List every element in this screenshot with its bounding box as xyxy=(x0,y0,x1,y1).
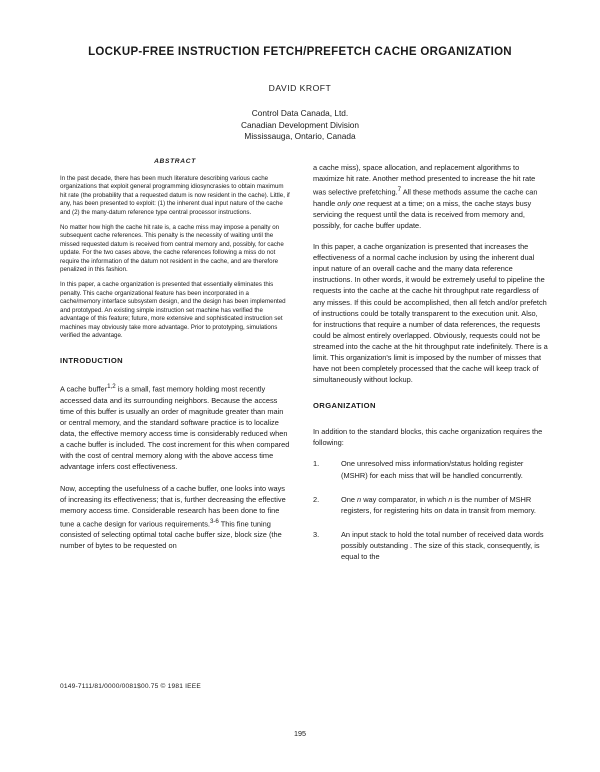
text-run: a cache miss), space allocation, and replacement algorithms to maximize hit rate. Another method presented to increase the hit rate was selective prefetching. xyxy=(313,163,536,197)
list-item xyxy=(313,458,548,480)
introduction-heading: INTRODUCTION xyxy=(60,356,124,366)
text-run: One xyxy=(341,494,358,504)
emphasis: n xyxy=(357,494,362,504)
list-number: 1. xyxy=(313,459,320,469)
page-number: 195 xyxy=(294,729,306,738)
left-column xyxy=(60,158,290,562)
abstract-paragraph: In the past decade, there has been much literature describing various cache organizations that exploit general programming idiosyncrasies to obtain maximum hit rate (the probability that a requested datum is now resident in the cache). Little, if any, has been presented to exploit: (1) the inherent dual input nature of the cache and (2) the many-datum reference type central processor instructions. xyxy=(60,175,290,216)
list-item xyxy=(313,494,548,516)
list-text: An input stack to hold the total number of received data words possibly outstanding . The size of this stack, consequently, is equal to the xyxy=(341,529,544,561)
citation: 1,2 xyxy=(107,383,116,391)
text-run: is the number of MSHR registers, for registering hits on data in transit from memory. xyxy=(341,494,536,515)
organization-heading: ORGANIZATION xyxy=(313,401,376,411)
copyright-code: 0149-7111/81/0000/0081$00.75 © 1981 IEEE xyxy=(60,683,201,690)
emphasis: only one xyxy=(337,198,366,208)
abstract-paragraph: In this paper, a cache organization is presented that essentially eliminates this penalty. This cache organizational feature has been incorporated in a cache/memory interface subsystem design, and the design has been implemented and prototyped. An existing simple instruction set machine has verified the advantage of this feature; future, more extensive and sophisticated instruction set machines may obviously take more advantage. Prior to prototyping, simulations verified the advantage. xyxy=(60,281,286,339)
affiliation-line: Canadian Development Division xyxy=(240,119,360,130)
requirements-list xyxy=(313,458,548,562)
introduction-paragraph xyxy=(60,381,290,472)
text-run: All these methods assume the cache can handle xyxy=(313,187,538,208)
list-number: 3. xyxy=(313,529,320,539)
paper-title: LOCKUP-FREE INSTRUCTION FETCH/PREFETCH CACHE ORGANIZATION xyxy=(88,46,512,58)
list-text: One unresolved miss information/status holding register (MSHR) for each miss that will be handled concurrently. xyxy=(341,459,524,480)
emphasis: n xyxy=(448,494,453,504)
body-paragraph: In this paper, a cache organization is presented that increases the effectiveness of a normal cache inclusion by using the inherent dual input nature of an overall cache and the many data reference instructions. In other words, it would be extremely useful to pipeline the requests into the cache at the cache hit throughput rate regardless of any misses. If this could be accomplished, then all fetch and/or prefetch of instructions could be totally transparent to the execution unit. Also, for instructions that require a number of data references, the requests could be almost entirely overlapped. Obviously, requests could not be streamed into the cache at the hit throughput rate indefinitely. There is a limit. This organization's limit is imposed by the number of misses that have not been completely processed that the cache will keep track of simultaneously without lockup. xyxy=(313,242,548,385)
body-paragraph xyxy=(313,162,548,231)
citation: 7 xyxy=(397,186,402,194)
author-affiliation xyxy=(0,108,600,143)
list-number: 2. xyxy=(313,494,320,504)
author-name: DAVID KROFT xyxy=(268,83,332,93)
abstract-paragraph: No matter how high the cache hit rate is, a cache miss may impose a penalty on subsequent cache references. This penalty is the necessity of waiting until the missed requested datum is received from central memory and, possibly, for cache update. For the two cases above, the cache references following a miss do not require the information of the datum not resident in the cache, and are therefore penalized in this fashion. xyxy=(60,224,284,274)
text-run: is a small, fast memory holding most recently accessed data and its surrounding neighbors. Because the access time of this buffer is usually an order of magnitude greater than main or central memory, and the standard software practice is to localize data, the effective memory access time is considerably reduced when a cache buffer is included. The cost increment for this when compared with the cost of central memory along with the above access time advantage infers cost effectiveness. xyxy=(60,384,290,472)
organization-intro: In addition to the standard blocks, this cache organization requires the following: xyxy=(313,427,543,448)
citation: 3-6 xyxy=(209,517,219,525)
text-run: A cache buffer xyxy=(60,384,108,394)
text-run: Now, accepting the usefulness of a cache buffer, one looks into ways of increasing its effectiveness; that is, further decreasing the effective memory access time. Considerable research has been done to fine tune a cache design for various requirements. xyxy=(60,483,286,529)
text-run: This fine tuning consisted of selecting optimal total cache buffer size, block size (the number of bytes to be requested on xyxy=(60,519,282,551)
text-run: way comparator, in which xyxy=(361,494,449,504)
text-run: request at a time; on a miss, the cache stays busy servicing the request until the data is received from memory and, possibly, for cache buffer update. xyxy=(313,198,532,230)
introduction-paragraph xyxy=(60,483,290,552)
list-item xyxy=(313,529,548,562)
affiliation-line: Control Data Canada, Ltd. xyxy=(251,108,349,118)
abstract-heading: ABSTRACT xyxy=(154,158,196,165)
affiliation-line: Mississauga, Ontario, Canada xyxy=(244,131,356,141)
right-column xyxy=(313,162,548,575)
